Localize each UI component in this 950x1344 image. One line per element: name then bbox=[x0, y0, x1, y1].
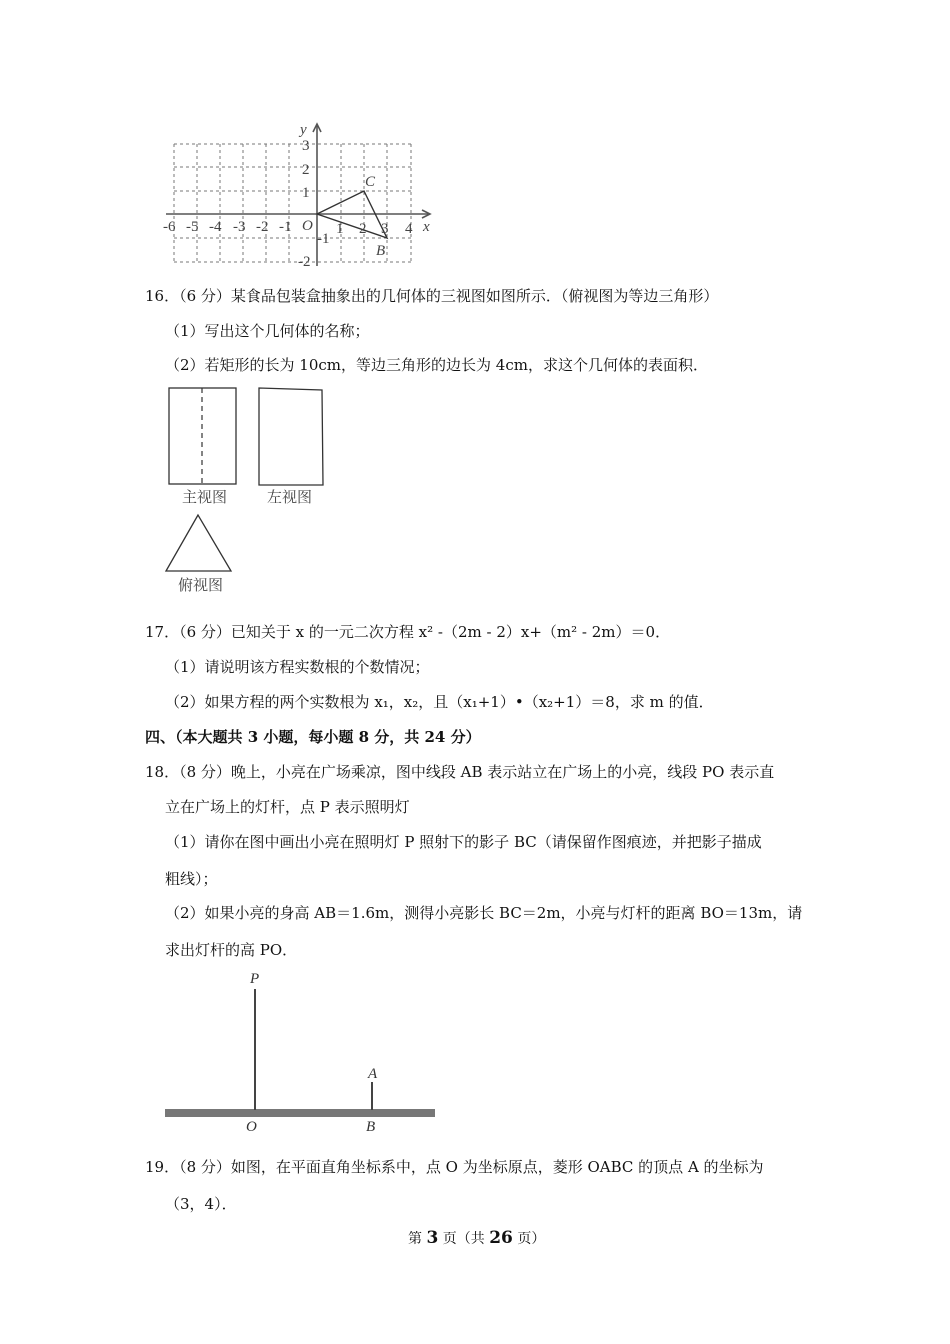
page-footer bbox=[408, 1228, 545, 1248]
origin-label: O bbox=[302, 218, 313, 234]
y-tick-neg1: -1 bbox=[317, 231, 330, 247]
q16-part2: （2）若矩形的长为 10cm，等边三角形的边长为 4cm，求这个几何体的表面积． bbox=[165, 356, 708, 374]
q18-line2: 立在广场上的灯杆，点 P 表示照明灯 bbox=[165, 798, 410, 816]
x-tick-neg3: -3 bbox=[233, 219, 246, 235]
footer-total-pages: 26 bbox=[489, 1228, 513, 1248]
top-view-label: 俯视图 bbox=[178, 576, 224, 594]
q16-part1: （1）写出这个几何体的名称； bbox=[165, 322, 370, 340]
q18-line3: （1）请你在图中画出小亮在照明灯 P 照射下的影子 BC（请保留作图痕迹，并把影子描成 bbox=[165, 833, 762, 851]
point-c-label: C bbox=[365, 174, 376, 190]
top-view-triangle bbox=[166, 515, 231, 571]
x-tick-neg5: -5 bbox=[186, 219, 199, 235]
footer-prefix: 第 bbox=[408, 1231, 427, 1247]
point-b-label: B bbox=[376, 243, 386, 259]
y-tick-neg2: -2 bbox=[298, 254, 311, 268]
q17-part1: （1）请说明该方程实数根的个数情况； bbox=[165, 658, 430, 676]
x-tick-neg1: -1 bbox=[279, 219, 292, 235]
x-tick-neg2: -2 bbox=[256, 219, 269, 235]
left-view-label: 左视图 bbox=[267, 488, 313, 506]
label-p: P bbox=[250, 971, 260, 987]
left-view-rect bbox=[259, 388, 323, 485]
footer-page-number: 3 bbox=[426, 1228, 439, 1248]
y-tick-2: 2 bbox=[302, 162, 310, 178]
x-tick-4: 4 bbox=[405, 221, 413, 237]
label-b: B bbox=[366, 1119, 376, 1135]
footer-middle: 页（共 bbox=[438, 1231, 490, 1247]
lamp-post-figure bbox=[160, 962, 450, 1142]
coordinate-grid-figure bbox=[160, 118, 450, 268]
q16-stem: 16．（6 分）某食品包装盒抽象出的几何体的三视图如图所示．（俯视图为等边三角形） bbox=[145, 287, 719, 305]
x-tick-neg4: -4 bbox=[209, 219, 222, 235]
q18-line1: 18．（8 分）晚上，小亮在广场乘凉，图中线段 AB 表示站立在广场上的小亮，线段 PO 表示直 bbox=[145, 763, 775, 781]
y-tick-1: 1 bbox=[302, 185, 310, 201]
y-tick-3: 3 bbox=[302, 138, 310, 154]
x-tick-1: 1 bbox=[336, 221, 344, 237]
q19-line2: （3，4）． bbox=[165, 1195, 237, 1213]
q19-line1: 19．（8 分）如图，在平面直角坐标系中，点 O 为坐标原点，菱形 OABC 的顶点 A 的坐标为 bbox=[145, 1158, 764, 1176]
x-tick-3: 3 bbox=[381, 221, 389, 237]
front-view-label: 主视图 bbox=[182, 488, 228, 506]
q17-part2: （2）如果方程的两个实数根为 x₁，x₂，且（x₁+1）•（x₂+1）＝8，求 m 的值． bbox=[165, 693, 714, 711]
x-tick-2: 2 bbox=[359, 221, 367, 237]
x-axis-label: x bbox=[423, 219, 430, 235]
q18-line6: 求出灯杆的高 PO． bbox=[165, 941, 298, 959]
label-o: O bbox=[246, 1119, 257, 1135]
section4-heading: 四、（本大题共 3 小题，每小题 8 分，共 24 分） bbox=[145, 728, 481, 746]
label-a: A bbox=[368, 1066, 378, 1082]
ground-line bbox=[165, 1109, 435, 1117]
x-tick-neg6: -6 bbox=[163, 219, 176, 235]
y-axis-label: y bbox=[300, 122, 307, 138]
footer-suffix: 页） bbox=[512, 1231, 546, 1247]
q18-line4: 粗线）； bbox=[165, 870, 218, 888]
q17-stem: 17．（6 分）已知关于 x 的一元二次方程 x² -（2m - 2）x+（m² - 2m）＝0． bbox=[145, 623, 671, 641]
q18-line5: （2）如果小亮的身高 AB＝1.6m，测得小亮影长 BC＝2m，小亮与灯杆的距离 BO＝13m，请 bbox=[165, 904, 803, 922]
